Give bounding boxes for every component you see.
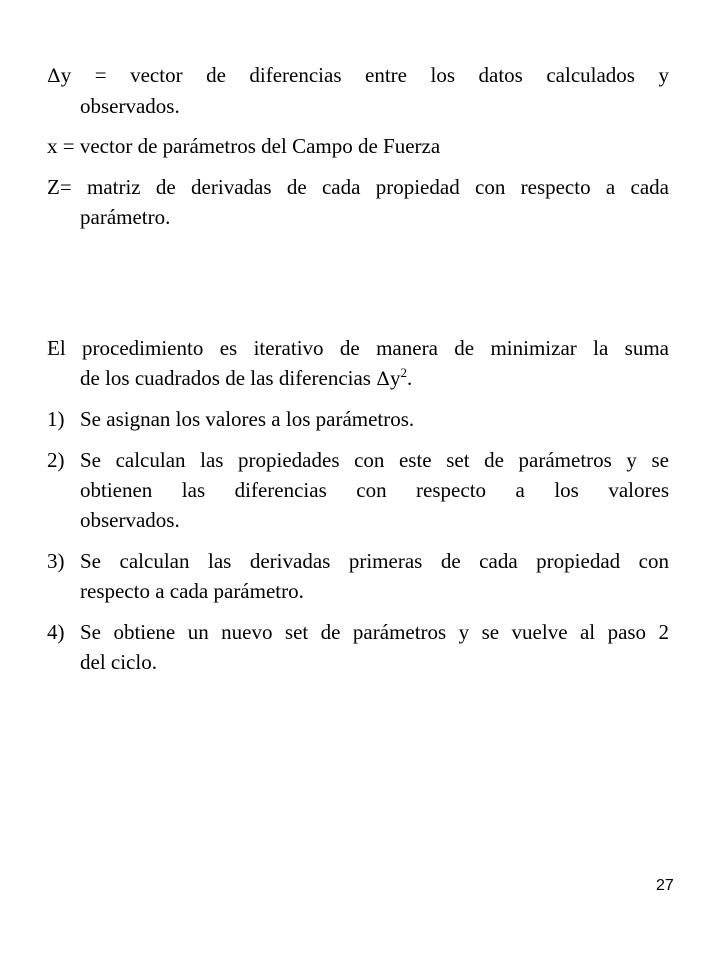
step-line: del ciclo. (80, 650, 157, 674)
step-line: Se calculan las propiedades con este set de parámetros y se (80, 448, 669, 472)
superscript-2: 2 (400, 365, 407, 380)
definition-delta-y-line2: observados. (80, 94, 180, 118)
step-line: obtienen las diferencias con respecto a los valores (80, 478, 669, 502)
definition-z (47, 172, 669, 232)
step-line: respecto a cada parámetro. (80, 579, 304, 603)
delta-symbol: Δ (47, 65, 61, 87)
step-line: observados. (80, 508, 180, 532)
definition-delta-y (47, 60, 669, 121)
step-number: 1) (47, 407, 65, 431)
step-number: 3) (47, 549, 65, 573)
step-line: Se obtiene un nuevo set de parámetros y se vuelve al paso 2 (80, 620, 669, 644)
delta-symbol: Δ (376, 368, 390, 390)
procedure-intro-line2: de los cuadrados de las diferencias $\Delta y^2$. (80, 365, 413, 390)
definition-delta-y-line1: y = vector de diferencias entre los datos calculados y (60, 63, 669, 87)
definition-z-line1: Z= matriz de derivadas de cada propiedad con respecto a cada (47, 175, 669, 199)
step-number: 4) (47, 620, 65, 644)
step-line: Se asignan los valores a los parámetros. (80, 407, 415, 431)
procedure-intro-line1: El procedimiento es iterativo de manera de minimizar la suma (47, 336, 669, 360)
procedure-intro (47, 333, 669, 394)
definition-x (47, 131, 669, 161)
step-number: 2) (47, 448, 65, 472)
step-line: Se calculan las derivadas primeras de cada propiedad con (80, 549, 669, 573)
page-number: 27 (656, 877, 674, 894)
definition-x-line1: x = vector de parámetros del Campo de Fuerza (47, 134, 441, 158)
definition-z-line2: parámetro. (80, 205, 171, 229)
